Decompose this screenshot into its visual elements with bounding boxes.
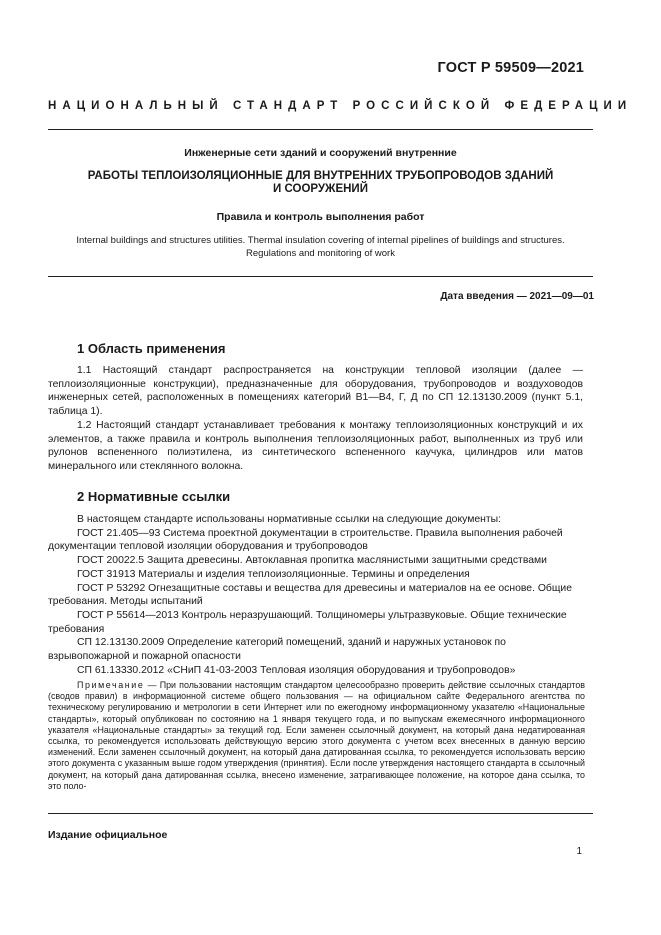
footer-divider [48,813,593,814]
english-title [48,235,593,260]
standard-number: ГОСТ Р 59509—2021 [437,60,584,76]
note-label: Примечание [77,680,145,690]
introduction-date: Дата введения — 2021—09—01 [440,291,594,302]
paragraph-1-1: 1.1 Настоящий стандарт распространяется на конструкции тепловой изоляции (далее — теплоизоляционные конструкции), предназначенные для оборудования, трубопроводов и воздуховодов инженерных сетей, расположенных в помещениях категорий В1—В4, Г, Д по СП 12.13130.2009 (пункт 5.1, таблица 1). [48,365,583,418]
national-standard-banner: НАЦИОНАЛЬНЫЙ СТАНДАРТ РОССИЙСКОЙ ФЕДЕРАЦИИ [48,100,633,112]
note-text: — При пользовании настоящим стандартом целесообразно проверить действие ссылочных стандартов (сводов правил) в информационной системе общего пользования — на официальном сайте Федерального агентства по техническому регулированию и метрологии в сети Интернет или по ежегодному информационному указателю «Национальные стандарты», который опубликован по состоянию на 1 января текущего года, и по выпускам ежемесячного информационного указателя «Национальные стандарты» за текущий год. Если заменен ссылочный документ, на который дана недатированная ссылка, то рекомендуется использовать действующую версию этого документа с учетом всех внесенных в данную версию изменений. Если заменен ссылочный документ, на который дана датированная ссылка, то рекомендуется использовать версию этого документа с указанным выше годом утверждения (принятия). Если после утверждения настоящего стандарта в ссылочный документ, на который дана датированная ссылка, внесено изменение, затрагивающее положение, на которое дана ссылка, то это поло- [48,680,585,791]
note-block [48,680,585,792]
references-list [48,513,588,677]
title-divider [48,276,593,277]
reference-item: СП 12.13130.2009 Определение категорий помещений, зданий и наружных установок по взрывопожарной и пожарной опасности [48,637,506,663]
reference-item: ГОСТ 21.405—93 Система проектной документации в строительстве. Правила выполнения рабочей документации тепловой изоляции оборудования и трубопроводов [48,527,563,553]
reference-item: ГОСТ 31913 Материалы и изделия теплоизоляционные. Термины и определения [77,568,470,580]
reference-item: ГОСТ Р 53292 Огнезащитные составы и вещества для древесины и материалов на ее основе. Общие требования. Методы испытаний [48,582,573,608]
reference-item: СП 61.13330.2012 «СНиП 41-03-2003 Тепловая изоляция оборудования и трубопроводов» [77,664,516,676]
reference-item: ГОСТ Р 55614—2013 Контроль неразрушающий. Толщиномеры ультразвуковые. Общие технические требования [48,609,567,635]
main-title-line-2: И СООРУЖЕНИЙ [273,183,368,195]
section-1-heading: 1 Область применения [77,341,226,356]
paragraph-1-2: 1.2 Настоящий стандарт устанавливает требования к монтажу теплоизоляционных конструкций и их элементов, а также правила и контроль выполнения теплоизоляционных работ, выполненных из труб или рулонов вспененного полиэтилена, из синтетического вспененного каучука, цилиндров или матов минерального или стеклянного волокна. [48,419,583,472]
main-title [48,170,593,196]
references-intro: В настоящем стандарте использованы нормативные ссылки на следующие документы: [77,514,501,525]
header-divider [48,129,593,130]
reference-item: ГОСТ 20022.5 Защита древесины. Автоклавная пропитка маслянистыми защитными средствами [77,555,547,567]
standard-category: Инженерные сети зданий и сооружений внутренние [184,147,457,159]
main-title-line-1: РАБОТЫ ТЕПЛОИЗОЛЯЦИОННЫЕ ДЛЯ ВНУТРЕННИХ ТРУБОПРОВОДОВ ЗДАНИЙ [87,170,554,182]
section-1-body [48,364,583,474]
english-title-line-2: Regulations and monitoring of work [246,247,395,259]
edition-label: Издание официальное [48,829,168,841]
subtitle: Правила и контроль выполнения работ [216,211,425,223]
english-title-line-1: Internal buildings and structures utilities. Thermal insulation covering of internal pipelines of buildings and structures. [76,235,565,246]
page-number: 1 [576,846,582,857]
section-2-heading: 2 Нормативные ссылки [77,489,231,504]
